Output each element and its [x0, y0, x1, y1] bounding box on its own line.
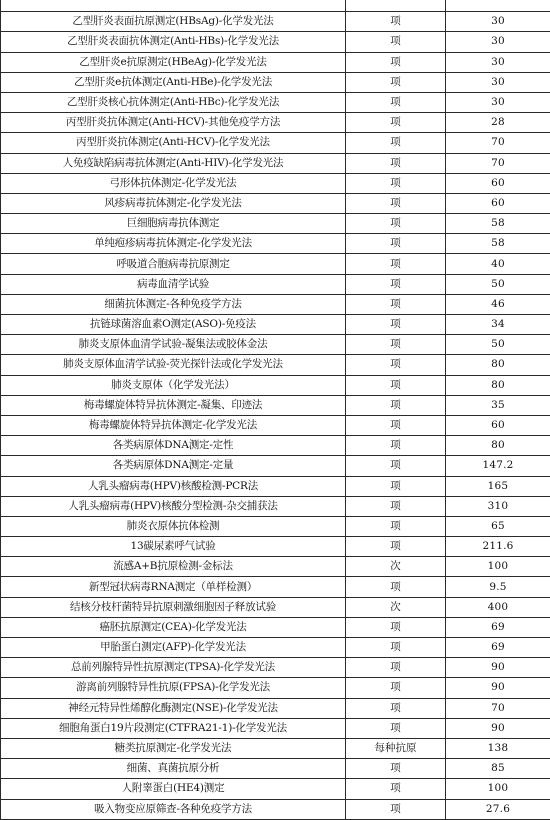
price-cell: 80 — [446, 436, 550, 456]
unit-cell: 项 — [346, 456, 446, 476]
table-row — [1, 133, 550, 153]
price-cell: 80 — [446, 355, 550, 375]
table-row — [1, 32, 550, 52]
price-cell: 100 — [446, 557, 550, 577]
table-row — [1, 456, 550, 476]
unit-cell: 项 — [346, 658, 446, 678]
price-cell: 27.6 — [446, 799, 550, 819]
unit-cell: 项 — [346, 254, 446, 274]
table-row — [1, 597, 550, 617]
table-row — [1, 779, 550, 799]
unit-cell: 项 — [346, 294, 446, 314]
price-cell: 85 — [446, 759, 550, 779]
table-row — [1, 415, 550, 435]
unit-cell: 项 — [346, 375, 446, 395]
table-row — [1, 738, 550, 758]
unit-cell: 项 — [346, 698, 446, 718]
table-row — [1, 92, 550, 112]
price-cell: 50 — [446, 274, 550, 294]
test-name-cell: 弓形体抗体测定-化学发光法 — [1, 173, 346, 193]
price-cell: 50 — [446, 335, 550, 355]
price-cell: 100 — [446, 779, 550, 799]
unit-cell: 项 — [346, 759, 446, 779]
price-cell: 90 — [446, 678, 550, 698]
test-name-cell: 流感A+B抗原检测-金标法 — [1, 557, 346, 577]
unit-cell: 项 — [346, 153, 446, 173]
table-row — [1, 0, 550, 12]
test-name-cell — [1, 0, 346, 12]
table-row — [1, 698, 550, 718]
test-name-cell: 人免疫缺陷病毒抗体测定(Anti-HIV)-化学发光法 — [1, 153, 346, 173]
unit-cell: 项 — [346, 214, 446, 234]
test-name-cell: 神经元特异性烯醇化酶测定(NSE)-化学发光法 — [1, 698, 346, 718]
test-name-cell: 抗链球菌溶血素O测定(ASO)-免疫法 — [1, 315, 346, 335]
unit-cell: 项 — [346, 537, 446, 557]
unit-cell: 项 — [346, 779, 446, 799]
table-row — [1, 274, 550, 294]
test-name-cell: 梅毒螺旋体特异抗体测定-化学发光法 — [1, 415, 346, 435]
price-cell: 30 — [446, 52, 550, 72]
table-row — [1, 537, 550, 557]
unit-cell: 项 — [346, 638, 446, 658]
test-name-cell: 乙型肝炎e抗体测定(Anti-HBe)-化学发光法 — [1, 72, 346, 92]
unit-cell: 项 — [346, 72, 446, 92]
price-cell: 138 — [446, 738, 550, 758]
table-row — [1, 759, 550, 779]
price-cell: 147.2 — [446, 456, 550, 476]
test-name-cell: 肺炎衣原体抗体检测 — [1, 516, 346, 536]
test-name-cell: 糖类抗原测定-化学发光法 — [1, 738, 346, 758]
test-name-cell: 肺炎支原体血清学试验-荧光探针法或化学发光法 — [1, 355, 346, 375]
price-cell: 30 — [446, 72, 550, 92]
price-cell: 28 — [446, 113, 550, 133]
test-name-cell: 人附睾蛋白(HE4)测定 — [1, 779, 346, 799]
test-name-cell: 总前列腺特异性抗原测定(TPSA)-化学发光法 — [1, 658, 346, 678]
unit-cell: 项 — [346, 577, 446, 597]
price-cell: 211.6 — [446, 537, 550, 557]
price-cell: 70 — [446, 133, 550, 153]
test-name-cell: 细菌抗体测定-各种免疫学方法 — [1, 294, 346, 314]
table-row — [1, 799, 550, 819]
test-name-cell: 游离前列腺特异性抗原(FPSA)-化学发光法 — [1, 678, 346, 698]
price-cell: 34 — [446, 315, 550, 335]
test-name-cell: 人乳头瘤病毒(HPV)核酸检测-PCR法 — [1, 476, 346, 496]
price-table-body — [1, 0, 550, 819]
unit-cell: 每种抗原 — [346, 738, 446, 758]
test-name-cell: 单纯疱疹病毒抗体测定-化学发光法 — [1, 234, 346, 254]
table-row — [1, 12, 550, 32]
table-row — [1, 375, 550, 395]
table-row — [1, 52, 550, 72]
unit-cell — [346, 0, 446, 12]
test-name-cell: 巨细胞病毒抗体测定 — [1, 214, 346, 234]
table-row — [1, 315, 550, 335]
unit-cell: 项 — [346, 476, 446, 496]
price-cell: 30 — [446, 12, 550, 32]
table-row — [1, 678, 550, 698]
table-row — [1, 476, 550, 496]
test-name-cell: 风疹病毒抗体测定-化学发光法 — [1, 193, 346, 213]
table-row — [1, 335, 550, 355]
test-name-cell: 丙型肝炎抗体测定(Anti-HCV)-其他免疫学方法 — [1, 113, 346, 133]
test-name-cell: 各类病原体DNA测定-定性 — [1, 436, 346, 456]
price-cell: 400 — [446, 597, 550, 617]
table-row — [1, 355, 550, 375]
unit-cell: 项 — [346, 12, 446, 32]
price-cell: 58 — [446, 234, 550, 254]
table-row — [1, 72, 550, 92]
test-name-cell: 丙型肝炎抗体测定(Anti-HCV)-化学发光法 — [1, 133, 346, 153]
test-name-cell: 乙型肝炎核心抗体测定(Anti-HBc)-化学发光法 — [1, 92, 346, 112]
price-cell: 35 — [446, 395, 550, 415]
unit-cell: 次 — [346, 597, 446, 617]
price-cell: 46 — [446, 294, 550, 314]
test-name-cell: 各类病原体DNA测定-定量 — [1, 456, 346, 476]
unit-cell: 项 — [346, 32, 446, 52]
price-cell: 70 — [446, 698, 550, 718]
table-row — [1, 617, 550, 637]
price-cell: 58 — [446, 214, 550, 234]
price-cell: 9.5 — [446, 577, 550, 597]
unit-cell: 项 — [346, 718, 446, 738]
unit-cell: 项 — [346, 173, 446, 193]
test-name-cell: 细胞角蛋白19片段测定(CTFRA21-1)-化学发光法 — [1, 718, 346, 738]
price-cell: 69 — [446, 617, 550, 637]
table-row — [1, 193, 550, 213]
price-cell: 70 — [446, 153, 550, 173]
unit-cell: 项 — [346, 678, 446, 698]
test-name-cell: 13碳尿素呼气试验 — [1, 537, 346, 557]
test-name-cell: 结核分枝杆菌特异抗原刺激细胞因子释放试验 — [1, 597, 346, 617]
table-row — [1, 436, 550, 456]
test-name-cell: 人乳头瘤病毒(HPV)核酸分型检测-杂交捕获法 — [1, 496, 346, 516]
unit-cell: 项 — [346, 617, 446, 637]
price-cell: 40 — [446, 254, 550, 274]
test-name-cell: 肺炎支原体血清学试验-凝集法或胶体金法 — [1, 335, 346, 355]
price-cell: 65 — [446, 516, 550, 536]
test-name-cell: 梅毒螺旋体特异抗体测定-凝集、印迹法 — [1, 395, 346, 415]
unit-cell: 项 — [346, 799, 446, 819]
test-name-cell: 癌胚抗原测定(CEA)-化学发光法 — [1, 617, 346, 637]
unit-cell: 项 — [346, 52, 446, 72]
table-row — [1, 658, 550, 678]
unit-cell: 项 — [346, 113, 446, 133]
unit-cell: 项 — [346, 496, 446, 516]
unit-cell: 项 — [346, 193, 446, 213]
price-cell: 165 — [446, 476, 550, 496]
price-cell: 90 — [446, 718, 550, 738]
table-row — [1, 718, 550, 738]
table-row — [1, 234, 550, 254]
price-cell: 60 — [446, 415, 550, 435]
table-row — [1, 496, 550, 516]
unit-cell: 次 — [346, 557, 446, 577]
table-row — [1, 153, 550, 173]
unit-cell: 项 — [346, 234, 446, 254]
unit-cell: 项 — [346, 436, 446, 456]
price-cell: 60 — [446, 193, 550, 213]
price-cell: 80 — [446, 375, 550, 395]
test-name-cell: 病毒血清学试验 — [1, 274, 346, 294]
table-row — [1, 294, 550, 314]
price-cell: 60 — [446, 173, 550, 193]
table-row — [1, 173, 550, 193]
unit-cell: 项 — [346, 335, 446, 355]
table-row — [1, 214, 550, 234]
test-name-cell: 乙型肝炎表面抗原测定(HBsAg)-化学发光法 — [1, 12, 346, 32]
test-name-cell: 甲胎蛋白测定(AFP)-化学发光法 — [1, 638, 346, 658]
unit-cell: 项 — [346, 415, 446, 435]
price-cell: 310 — [446, 496, 550, 516]
test-name-cell: 肺炎支原体（化学发光法） — [1, 375, 346, 395]
unit-cell: 项 — [346, 274, 446, 294]
table-row — [1, 395, 550, 415]
table-row — [1, 516, 550, 536]
price-cell: 69 — [446, 638, 550, 658]
table-row — [1, 113, 550, 133]
unit-cell: 项 — [346, 516, 446, 536]
price-cell: 90 — [446, 658, 550, 678]
unit-cell: 项 — [346, 133, 446, 153]
unit-cell: 项 — [346, 395, 446, 415]
price-cell: 30 — [446, 92, 550, 112]
unit-cell: 项 — [346, 92, 446, 112]
unit-cell: 项 — [346, 355, 446, 375]
table-row — [1, 557, 550, 577]
test-name-cell: 新型冠状病毒RNA测定（单样检测） — [1, 577, 346, 597]
price-cell — [446, 0, 550, 12]
test-name-cell: 呼吸道合胞病毒抗原测定 — [1, 254, 346, 274]
price-cell: 30 — [446, 32, 550, 52]
table-row — [1, 254, 550, 274]
test-name-cell: 细菌、真菌抗原分析 — [1, 759, 346, 779]
test-name-cell: 吸入物变应原筛查-各种免疫学方法 — [1, 799, 346, 819]
test-name-cell: 乙型肝炎e抗原测定(HBeAg)-化学发光法 — [1, 52, 346, 72]
table-row — [1, 577, 550, 597]
table-row — [1, 638, 550, 658]
test-name-cell: 乙型肝炎表面抗体测定(Anti-HBs)-化学发光法 — [1, 32, 346, 52]
unit-cell: 项 — [346, 315, 446, 335]
